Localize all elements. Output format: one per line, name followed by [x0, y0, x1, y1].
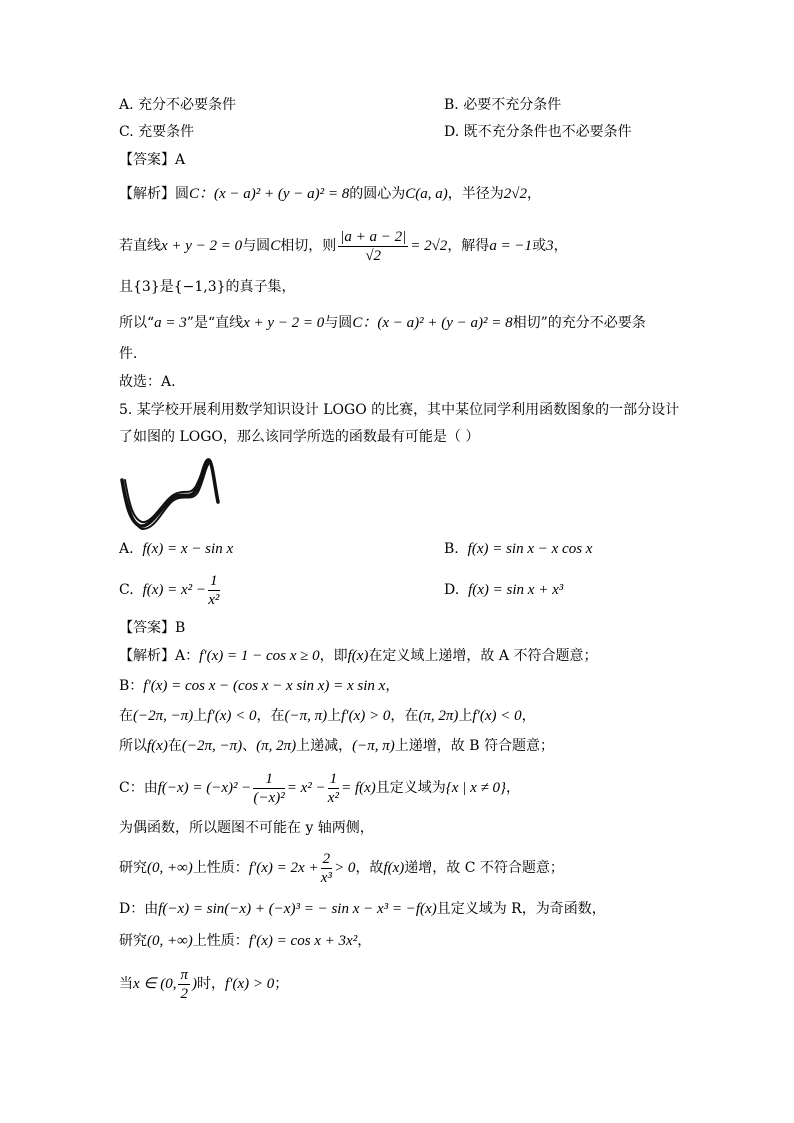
denominator: x²: [208, 591, 220, 608]
math: f(x): [147, 738, 168, 754]
option-c-text: C. 充要条件: [119, 124, 195, 140]
math: f(x): [383, 860, 405, 876]
fraction: [253, 770, 284, 807]
math: a = 3: [154, 315, 187, 331]
option-d: [444, 122, 632, 142]
math: (−2π, −π): [181, 738, 243, 754]
text: 相切，则: [280, 238, 337, 254]
q5-analysis-c2: 为偶函数，所以题图不可能在 y 轴两侧，: [119, 820, 374, 836]
text: 所以: [119, 738, 147, 754]
q5-analysis-d3: [119, 964, 288, 1004]
option-c: [119, 122, 194, 142]
text: ，: [527, 186, 542, 202]
fraction: [208, 572, 220, 609]
text: 的圆心为: [349, 186, 406, 202]
option-label: A.: [119, 541, 134, 557]
option-expression: f(x) = sin x + x³: [468, 582, 564, 598]
math: f(−x) = sin(−x) + (−x)³ = − sin x − x³ = −f(x): [158, 901, 437, 917]
text: 【解析】A：: [119, 648, 200, 664]
math: f(x): [347, 648, 369, 664]
text: 所以“: [119, 315, 155, 331]
text: 若直线: [119, 238, 161, 254]
math: f(−x) = (−x)² −: [157, 780, 252, 796]
distance-fraction: [338, 228, 408, 265]
q5-option-b: [444, 539, 592, 559]
text: ，半径为: [447, 186, 504, 202]
text: ，: [553, 238, 568, 254]
math: (−2π, −π): [133, 708, 194, 724]
option-label: B.: [444, 541, 459, 557]
math: f′(x) < 0: [207, 708, 257, 724]
q5-analysis-c1: [119, 768, 520, 808]
math: ): [192, 976, 197, 992]
text: 上性质：: [192, 860, 249, 876]
q4-choose: 故选：A.: [119, 374, 176, 390]
q5-option-a: [119, 539, 233, 559]
q5-analysis-b1: [119, 676, 399, 696]
q4-analysis-line3: 且{3}是{−1,3}的真子集，: [119, 279, 296, 295]
math: > 0: [334, 860, 356, 876]
math: (−π, π): [352, 738, 395, 754]
option-expression: f(x) = x² −: [142, 582, 207, 598]
text: 当: [119, 976, 133, 992]
text: C：由: [119, 780, 158, 796]
math: f′(x) = cos x + 3x²: [248, 933, 358, 949]
math: (π, 2π): [418, 708, 459, 724]
q4-analysis-line1: [119, 184, 541, 204]
option-expression: f(x) = sin x − x cos x: [467, 541, 593, 557]
fraction: [328, 770, 340, 807]
circle-center: C(a, a): [405, 186, 448, 202]
text: 相切”的充分不必要条: [512, 315, 646, 331]
math: f′(x) = cos x − (cos x − x sin x) = x sin x: [143, 678, 386, 694]
q5-analysis-b2: [119, 706, 536, 726]
math: = f(x): [341, 780, 376, 796]
text: ，: [357, 933, 372, 949]
text: ，: [505, 780, 520, 796]
text: ”是“直线: [186, 315, 244, 331]
equation: = 2√2: [410, 238, 448, 254]
logo-curve-image: [116, 452, 224, 532]
text: 上: [458, 708, 473, 724]
text: 且定义域为: [375, 780, 446, 796]
text: ，: [521, 708, 536, 724]
text: 时，: [197, 976, 225, 992]
math: {x | x ≠ 0}: [445, 780, 506, 796]
numerator: 1: [329, 770, 338, 787]
circle-name: C: [270, 238, 281, 254]
solution-2: 3: [546, 238, 554, 254]
text: ；: [274, 976, 289, 992]
denominator: x³: [320, 869, 332, 886]
math: C：(x − a)² + (y − a)² = 8: [352, 315, 513, 331]
text: ，故: [355, 860, 384, 876]
q5-option-d: [444, 580, 563, 600]
math: f′(x) > 0: [225, 976, 275, 992]
q5-option-c: [119, 570, 222, 610]
option-b: [444, 95, 561, 115]
q5-analysis-d2: [119, 931, 371, 951]
text: 研究: [119, 860, 147, 876]
q5-analysis-a: [119, 646, 597, 666]
text: 研究: [119, 933, 147, 949]
analysis-label: 【解析】圆: [119, 186, 189, 202]
text: 在: [119, 708, 133, 724]
numerator: 1: [210, 572, 218, 589]
math: f′(x) > 0: [341, 708, 391, 724]
text: 且定义域为 R，为奇函数，: [436, 901, 606, 917]
fraction: [178, 966, 190, 1003]
text: ，在: [390, 708, 419, 724]
text: ，在: [256, 708, 285, 724]
math: f′(x) < 0: [472, 708, 522, 724]
option-label: C.: [119, 582, 134, 598]
denominator: 2: [180, 985, 188, 1002]
option-expression: f(x) = x − sin x: [142, 541, 234, 557]
q5-answer: 【答案】B: [119, 620, 186, 636]
q5-analysis-c3: [119, 848, 564, 888]
fraction: [321, 850, 333, 887]
radius: 2√2: [503, 186, 528, 202]
line-equation: x + y − 2 = 0: [161, 238, 243, 254]
q5-analysis-b3: [119, 736, 554, 756]
math: x ∈ (0,: [133, 976, 177, 992]
text: 上递增，故 B 符合题意；: [394, 738, 554, 754]
numerator: π: [180, 966, 188, 983]
text: 或: [532, 238, 547, 254]
option-a-text: A. 充分不必要条件: [119, 97, 237, 113]
q4-answer: 【答案】A: [119, 152, 186, 168]
denominator: x²: [327, 789, 339, 806]
text: 上性质：: [192, 933, 249, 949]
option-d-text: D. 既不充分条件也不必要条件: [444, 124, 632, 140]
math: (0, +∞): [147, 933, 193, 949]
text: ，即: [319, 648, 348, 664]
numerator: 2: [322, 850, 331, 867]
numerator: 1: [253, 770, 284, 789]
text: 、: [242, 738, 257, 754]
text: 在: [167, 738, 182, 754]
option-b-text: B. 必要不充分条件: [444, 97, 562, 113]
text: 与圆: [242, 238, 271, 254]
solution: a = −1: [489, 238, 533, 254]
text: 上: [327, 708, 342, 724]
denominator: (−x)²: [253, 789, 285, 806]
text: 上递减，: [296, 738, 353, 754]
text: 与圆: [324, 315, 353, 331]
math: = x² −: [286, 780, 326, 796]
q5-analysis-d1: [119, 899, 606, 919]
text: 递增，故 C 不符合题意；: [404, 860, 564, 876]
q4-analysis-line2: [119, 226, 568, 266]
text: D：由: [119, 901, 159, 917]
option-a: [119, 95, 236, 115]
q5-stem-line1: 5. 某学校开展利用数学知识设计 LOGO 的比赛，其中某位同学利用函数图象的一部分设计: [119, 402, 680, 418]
q4-analysis-line5: 件．: [119, 346, 147, 362]
option-label: D.: [444, 582, 460, 598]
text: 在定义域上递增，故 A 不符合题意；: [368, 648, 598, 664]
text: 上: [193, 708, 208, 724]
math: f′(x) = 2x +: [248, 860, 319, 876]
numerator: |a + a − 2|: [340, 228, 407, 245]
q5-stem-line2: 了如图的 LOGO，那么该同学所选的函数最有可能是（ ）: [119, 429, 480, 445]
math: x + y − 2 = 0: [243, 315, 325, 331]
denominator: √2: [365, 247, 382, 264]
text: ，解得: [447, 238, 490, 254]
text: ，: [385, 678, 400, 694]
math: (−π, π): [284, 708, 328, 724]
math: (π, 2π): [256, 738, 297, 754]
math: f′(x) = 1 − cos x ≥ 0: [199, 648, 320, 664]
text: B：: [119, 678, 144, 694]
math: (0, +∞): [147, 860, 193, 876]
circle-equation: C：(x − a)² + (y − a)² = 8: [189, 186, 350, 202]
q4-analysis-line4: [119, 313, 646, 333]
